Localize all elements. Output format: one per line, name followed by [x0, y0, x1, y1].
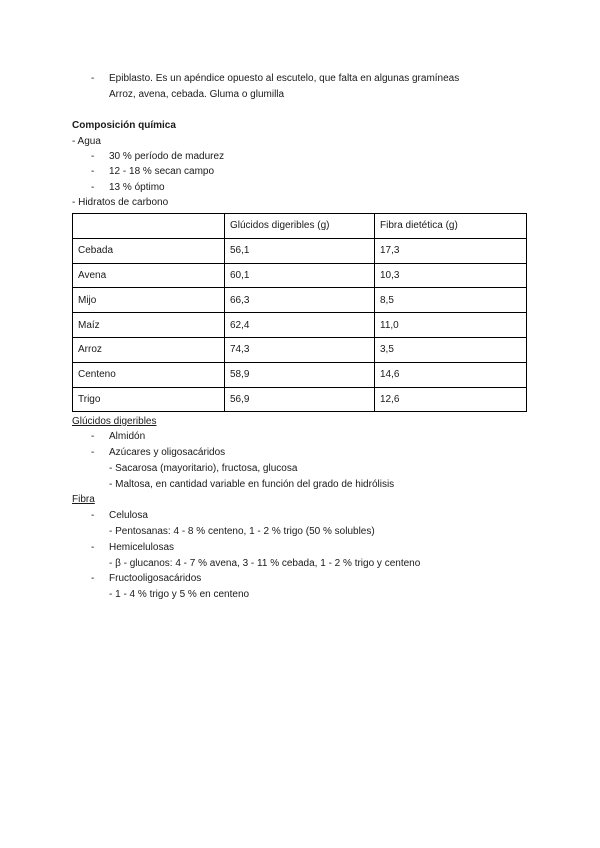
table-cell: Trigo	[73, 387, 225, 412]
table-header-cell: Fibra dietética (g)	[375, 214, 527, 239]
table-header-cell: Glúcidos digeribles (g)	[225, 214, 375, 239]
agua-item: 30 % período de madurez	[109, 151, 225, 162]
bullet-dash: -	[91, 151, 95, 162]
table-cell: Arroz	[73, 337, 225, 362]
table-cell: Centeno	[73, 362, 225, 387]
fibra-subitem: - Pentosanas: 4 - 8 % centeno, 1 - 2 % trigo (50 % solubles)	[109, 526, 375, 537]
fibra-item: Celulosa	[109, 510, 148, 521]
table-cell: Maíz	[73, 313, 225, 338]
table-cell: 8,5	[375, 288, 527, 313]
bullet-dash: -	[91, 73, 95, 84]
bullet-dash: -	[91, 542, 95, 553]
table-row	[73, 387, 527, 412]
epiblasto-text: Epiblasto. Es un apéndice opuesto al escutelo, que falta en algunas gramíneas	[109, 73, 460, 84]
agua-item: 13 % óptimo	[109, 182, 165, 193]
table-cell: 60,1	[225, 263, 375, 288]
glucidos-subitem: - Sacarosa (mayoritario), fructosa, glucosa	[109, 463, 298, 474]
agua-label: - Agua	[72, 136, 101, 147]
table-cell: 56,9	[225, 387, 375, 412]
cereales-text: Arroz, avena, cebada. Gluma o glumilla	[109, 89, 285, 100]
fibra-subitem: - 1 - 4 % trigo y 5 % en centeno	[109, 589, 250, 600]
table-header-row	[73, 214, 527, 239]
fibra-heading: Fibra	[72, 494, 95, 505]
table-cell: 3,5	[375, 337, 527, 362]
table-cell: 14,6	[375, 362, 527, 387]
table-row	[73, 337, 527, 362]
bullet-dash: -	[91, 447, 95, 458]
composition-table	[72, 213, 527, 412]
fibra-item: Hemicelulosas	[109, 542, 175, 553]
table-cell: 11,0	[375, 313, 527, 338]
bullet-dash: -	[91, 182, 95, 193]
table-cell: 74,3	[225, 337, 375, 362]
bullet-dash: -	[91, 166, 95, 177]
table-cell: 12,6	[375, 387, 527, 412]
table-row	[73, 238, 527, 263]
table-row	[73, 362, 527, 387]
glucidos-item: Almidón	[109, 431, 146, 442]
bullet-dash: -	[91, 431, 95, 442]
table-cell: 10,3	[375, 263, 527, 288]
glucidos-item: Azúcares y oligosacáridos	[109, 447, 226, 458]
table-cell: 66,3	[225, 288, 375, 313]
table-cell: Cebada	[73, 238, 225, 263]
table-cell: Mijo	[73, 288, 225, 313]
table-row	[73, 313, 527, 338]
composicion-heading: Composición química	[72, 120, 176, 131]
table-row	[73, 288, 527, 313]
table-header-cell	[73, 214, 225, 239]
table-cell: Avena	[73, 263, 225, 288]
bullet-dash: -	[91, 573, 95, 584]
glucidos-subitem: - Maltosa, en cantidad variable en función del grado de hidrólisis	[109, 479, 395, 490]
agua-item: 12 - 18 % secan campo	[109, 166, 215, 177]
table-cell: 58,9	[225, 362, 375, 387]
table-cell: 56,1	[225, 238, 375, 263]
table-cell: 17,3	[375, 238, 527, 263]
glucidos-heading: Glúcidos digeribles	[72, 416, 157, 427]
fibra-item: Fructooligosacáridos	[109, 573, 202, 584]
bullet-dash: -	[91, 510, 95, 521]
fibra-subitem: - β - glucanos: 4 - 7 % avena, 3 - 11 % cebada, 1 - 2 % trigo y centeno	[109, 558, 421, 569]
table-cell: 62,4	[225, 313, 375, 338]
table-row	[73, 263, 527, 288]
hidratos-label: - Hidratos de carbono	[72, 197, 169, 208]
